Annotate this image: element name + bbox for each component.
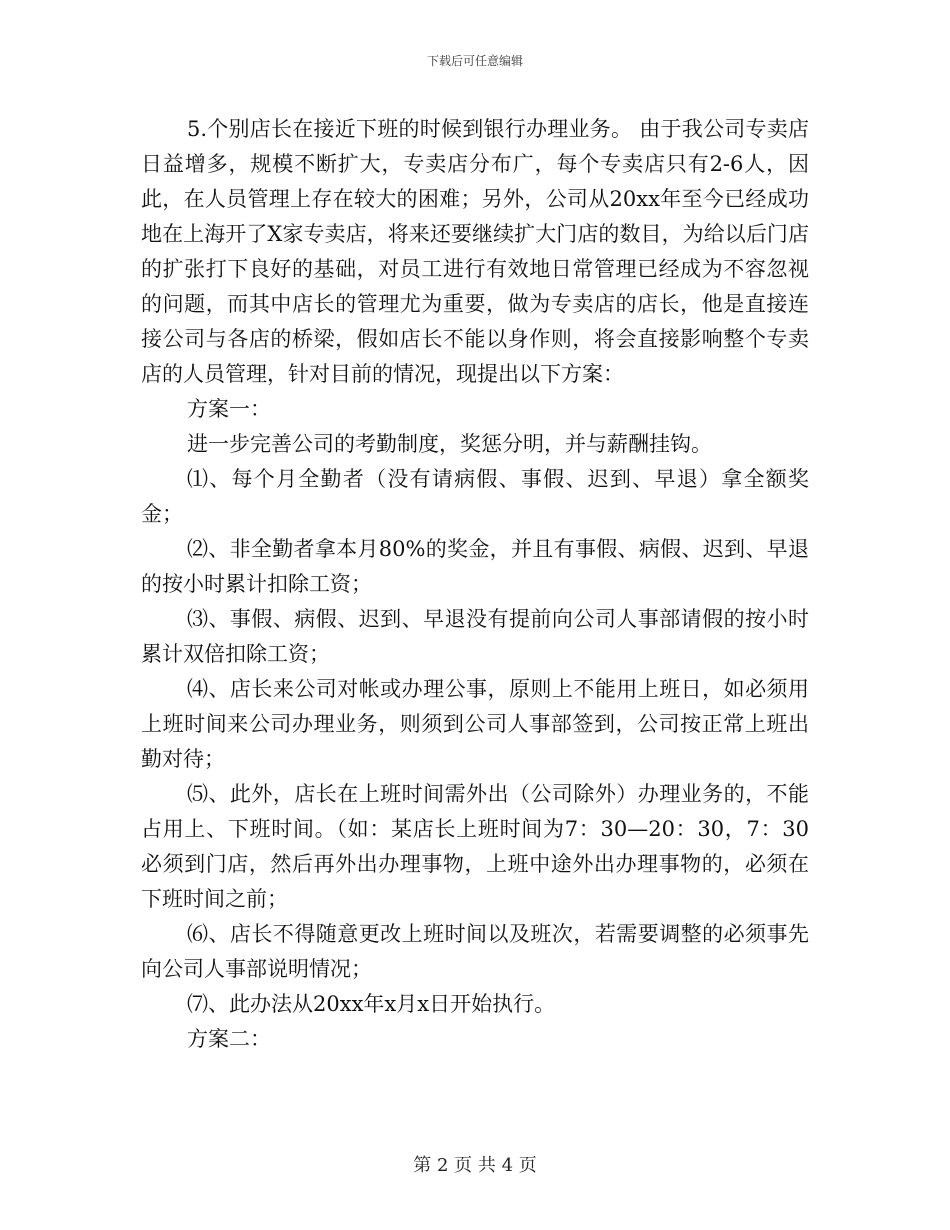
rule-item-4: ⑷、店长来公司对帐或办理公事，原则上不能用上班日，如必须用上班时间来公司办理业务，则须到公司人事部签到，公司按正常上班出勤对待； [141, 677, 809, 771]
rule-item-6: ⑹、店长不得随意更改上班时间以及班次，若需要调整的必须事先向公司人事部说明情况； [141, 922, 809, 981]
page-header-note: 下载后可任意编辑 [426, 54, 523, 68]
rule-item-2: ⑵、非全勤者拿本月80%的奖金，并且有事假、病假、迟到、早退的按小时累计扣除工资； [141, 537, 809, 596]
rule-item-1: ⑴、每个月全勤者（没有请病假、事假、迟到、早退）拿全额奖金； [141, 467, 809, 526]
page-number: 第 2 页 共 4 页 [413, 1155, 537, 1176]
plan-two-heading: 方案二： [187, 1027, 271, 1051]
rule-item-7: ⑺、此办法从20xx年x月x日开始执行。 [187, 992, 556, 1016]
rule-item-5: ⑸、此外，店长在上班时间需外出（公司除外）办理业务的，不能占用上、下班时间。（如：某店长上班时间为7：30—20：30，7：30必须到门店，然后再外出办理事物，上班中途外出办理事物的，必须在下班时间之前； [141, 782, 809, 911]
rule-item-3: ⑶、事假、病假、迟到、早退没有提前向公司人事部请假的按小时累计双倍扣除工资； [141, 607, 809, 666]
document-body [141, 112, 809, 1057]
plan-one-summary: 进一步完善公司的考勤制度，奖惩分明，并与薪酬挂钩。 [187, 432, 712, 456]
paragraph-intro: 5.个别店长在接近下班的时候到银行办理业务。 由于我公司专卖店日益增多，规模不断扩大，专卖店分布广，每个专卖店只有2-6人，因此，在人员管理上存在较大的困难；另外，公司从20xx年至今已经成功地在上海开了X家专卖店，将来还要继续扩大门店的数目，为给以后门店的扩张打下良好的基础，对员工进行有效地日常管理已经成为不容忽视的问题，而其中店长的管理尤为重要，做为专卖店的店长，他是直接连接公司与各店的桥梁，假如店长不能以身作则，将会直接影响整个专卖店的人员管理，针对目前的情况，现提出以下方案： [141, 117, 809, 386]
plan-one-heading: 方案一： [187, 397, 271, 421]
